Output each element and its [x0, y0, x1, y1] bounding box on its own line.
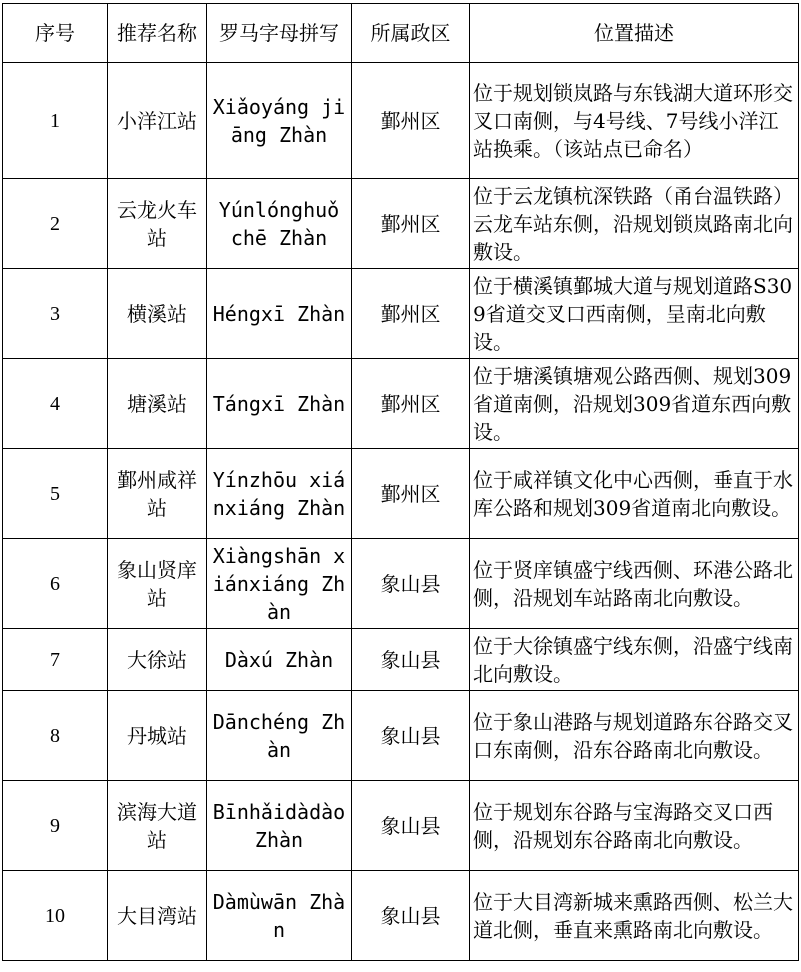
table-body [3, 63, 799, 961]
cell-location: 位于大徐镇盛宁线东侧，沿盛宁线南北向敷设。 [470, 629, 799, 691]
cell-index: 7 [3, 629, 108, 691]
cell-index: 4 [3, 359, 108, 449]
header-district: 所属政区 [352, 4, 470, 63]
table-row [3, 539, 799, 629]
cell-location: 位于规划东谷路与宝海路交叉口西侧，沿规划东谷路南北向敷设。 [470, 781, 799, 871]
table-header [3, 4, 799, 63]
cell-name: 滨海大道站 [108, 781, 207, 871]
table-row [3, 629, 799, 691]
cell-name: 大徐站 [108, 629, 207, 691]
cell-index: 2 [3, 179, 108, 269]
cell-district: 象山县 [352, 691, 470, 781]
cell-district: 象山县 [352, 539, 470, 629]
header-name: 推荐名称 [108, 4, 207, 63]
cell-romanization: Dānchéng Zhàn [207, 691, 352, 781]
cell-name: 小洋江站 [108, 63, 207, 179]
cell-district: 鄞州区 [352, 449, 470, 539]
cell-index: 9 [3, 781, 108, 871]
cell-location: 位于象山港路与规划道路东谷路交叉口东南侧，沿东谷路南北向敷设。 [470, 691, 799, 781]
cell-location: 位于塘溪镇塘观公路西侧、规划309省道南侧，沿规划309省道东西向敷设。 [470, 359, 799, 449]
cell-romanization: Dàxú Zhàn [207, 629, 352, 691]
cell-index: 5 [3, 449, 108, 539]
cell-index: 3 [3, 269, 108, 359]
cell-name: 鄞州咸祥站 [108, 449, 207, 539]
cell-romanization: Xiǎoyáng jiāng Zhàn [207, 63, 352, 179]
cell-district: 象山县 [352, 871, 470, 961]
cell-name: 大目湾站 [108, 871, 207, 961]
cell-location: 位于横溪镇鄞城大道与规划道路S309省道交叉口西南侧，呈南北向敷设。 [470, 269, 799, 359]
cell-romanization: Xiàngshān xiánxiáng Zhàn [207, 539, 352, 629]
cell-district: 象山县 [352, 629, 470, 691]
cell-romanization: Tángxī Zhàn [207, 359, 352, 449]
cell-location: 位于大目湾新城来熏路西侧、松兰大道北侧，垂直来熏路南北向敷设。 [470, 871, 799, 961]
header-romanization: 罗马字母拼写 [207, 4, 352, 63]
cell-district: 鄞州区 [352, 269, 470, 359]
cell-name: 象山贤庠站 [108, 539, 207, 629]
table-row [3, 781, 799, 871]
table-row [3, 871, 799, 961]
cell-romanization: Yúnlónghuǒ chē Zhàn [207, 179, 352, 269]
table-row [3, 449, 799, 539]
header-index: 序号 [3, 4, 108, 63]
cell-romanization: Yínzhōu xiánxiáng Zhàn [207, 449, 352, 539]
table-row [3, 269, 799, 359]
cell-index: 1 [3, 63, 108, 179]
cell-romanization: Bīnhǎidàdào Zhàn [207, 781, 352, 871]
cell-romanization: Héngxī Zhàn [207, 269, 352, 359]
cell-index: 10 [3, 871, 108, 961]
cell-district: 鄞州区 [352, 359, 470, 449]
cell-location: 位于贤庠镇盛宁线西侧、环港公路北侧，沿规划车站路南北向敷设。 [470, 539, 799, 629]
cell-district: 鄞州区 [352, 179, 470, 269]
cell-name: 云龙火车站 [108, 179, 207, 269]
cell-name: 横溪站 [108, 269, 207, 359]
table-row [3, 63, 799, 179]
header-location: 位置描述 [470, 4, 799, 63]
table-row [3, 359, 799, 449]
cell-index: 6 [3, 539, 108, 629]
cell-location: 位于云龙镇杭深铁路（甬台温铁路）云龙车站东侧，沿规划锁岚路南北向敷设。 [470, 179, 799, 269]
table-row [3, 691, 799, 781]
cell-district: 鄞州区 [352, 63, 470, 179]
station-table [2, 3, 799, 961]
cell-romanization: Dàmùwān Zhàn [207, 871, 352, 961]
cell-index: 8 [3, 691, 108, 781]
cell-location: 位于咸祥镇文化中心西侧，垂直于水库公路和规划309省道南北向敷设。 [470, 449, 799, 539]
cell-district: 象山县 [352, 781, 470, 871]
cell-location: 位于规划锁岚路与东钱湖大道环形交叉口南侧，与4号线、7号线小洋江站换乘。（该站点已命名） [470, 63, 799, 179]
cell-name: 丹城站 [108, 691, 207, 781]
header-row [3, 4, 799, 63]
table-row [3, 179, 799, 269]
cell-name: 塘溪站 [108, 359, 207, 449]
